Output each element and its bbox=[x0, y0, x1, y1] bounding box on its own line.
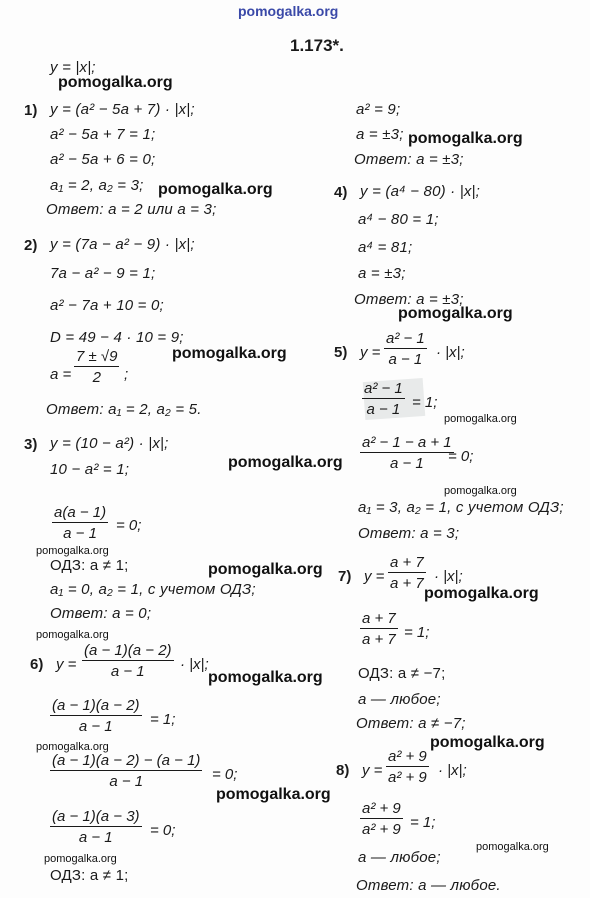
watermark: pomogalka.org bbox=[476, 841, 549, 853]
p4-answer: Ответ: a = ±3; bbox=[354, 291, 464, 308]
watermark: pomogalka.org bbox=[430, 734, 545, 751]
watermark: pomogalka.org bbox=[444, 485, 517, 497]
p5-fraction-2 bbox=[360, 434, 454, 473]
problem-title: 1.173*. bbox=[290, 36, 344, 55]
p5-f1-equals: = 1; bbox=[412, 394, 438, 411]
top-right-answer: Ответ: a = ±3; bbox=[354, 151, 464, 168]
watermark: pomogalka.org bbox=[398, 305, 513, 322]
watermark: pomogalka.org bbox=[58, 74, 173, 91]
watermark: pomogalka.org bbox=[208, 669, 323, 686]
p2-fraction bbox=[74, 348, 119, 387]
watermark: pomogalka.org bbox=[228, 454, 343, 471]
p3-fraction-numerator: a(a − 1) bbox=[52, 504, 108, 523]
p7-f1-equals: = 1; bbox=[404, 624, 430, 641]
p2-line-3: a² − 7a + 10 = 0; bbox=[50, 297, 164, 314]
p3-line-2: 10 − a² = 1; bbox=[50, 461, 130, 478]
p7-f1-denominator: a + 7 bbox=[362, 631, 396, 649]
p2-semicolon: ; bbox=[124, 366, 129, 383]
p6-times-abs: · |x|; bbox=[180, 656, 209, 673]
p8-f1-equals: = 1; bbox=[410, 814, 436, 831]
p5-f1-numerator: a² − 1 bbox=[362, 380, 405, 399]
p5-y-equals: y = bbox=[360, 344, 381, 361]
watermark: pomogalka.org bbox=[172, 345, 287, 362]
p2-a-equals: a = bbox=[50, 366, 72, 383]
watermark: pomogalka.org bbox=[36, 545, 109, 557]
watermark: pomogalka.org bbox=[44, 853, 117, 865]
part-2-label: 2) bbox=[24, 237, 38, 254]
p7-y-equals: y = bbox=[364, 568, 385, 585]
p5-fraction-main bbox=[384, 330, 427, 369]
p8-times-abs: · |x|; bbox=[438, 762, 467, 779]
p8-any: a — любое; bbox=[358, 849, 441, 866]
p3-line-1: y = (10 − a²) · |x|; bbox=[50, 435, 169, 452]
p2-line-2: 7a − a² − 9 = 1; bbox=[50, 265, 156, 282]
p6-f2-equals: = 0; bbox=[212, 766, 238, 783]
p6-f3-equals: = 0; bbox=[150, 822, 176, 839]
p7-any: a — любое; bbox=[358, 691, 441, 708]
p1-line-2: a² − 5a + 7 = 1; bbox=[50, 126, 156, 143]
p7-times-abs: · |x|; bbox=[434, 568, 463, 585]
p8-f1-denominator: a² + 9 bbox=[362, 821, 401, 839]
p7-fraction-1 bbox=[360, 610, 398, 649]
p4-line-3: a⁴ = 81; bbox=[358, 239, 413, 256]
p1-answer: Ответ: a = 2 или a = 3; bbox=[46, 201, 217, 218]
p3-fraction-denominator: a − 1 bbox=[63, 525, 97, 543]
p8-f1-numerator: a² + 9 bbox=[360, 800, 403, 819]
p5-f2-equals: = 0; bbox=[448, 448, 474, 465]
p6-y-equals: y = bbox=[56, 656, 77, 673]
p6-f1-denominator: a − 1 bbox=[78, 718, 113, 736]
site-watermark-top[interactable]: pomogalka.org bbox=[238, 3, 339, 19]
p2-line-1: y = (7a − a² − 9) · |x|; bbox=[50, 236, 195, 253]
p8-main-denominator: a² + 9 bbox=[388, 769, 427, 787]
p6-f3-denominator: a − 1 bbox=[78, 829, 113, 847]
p2-fraction-numerator: 7 ± √9 bbox=[74, 348, 119, 367]
p5-f1-denominator: a − 1 bbox=[366, 401, 401, 419]
p2-line-4: D = 49 − 4 · 10 = 9; bbox=[50, 329, 184, 346]
p8-fraction-1 bbox=[360, 800, 403, 839]
part-1-label: 1) bbox=[24, 102, 38, 119]
p4-line-1: y = (a⁴ − 80) · |x|; bbox=[360, 183, 480, 200]
part-7-label: 7) bbox=[338, 568, 352, 585]
watermark: pomogalka.org bbox=[408, 130, 523, 147]
p1-line-4: a₁ = 2, a₂ = 3; bbox=[50, 177, 144, 194]
watermark: pomogalka.org bbox=[208, 561, 323, 578]
p1-line-3: a² − 5a + 6 = 0; bbox=[50, 151, 156, 168]
p8-main-numerator: a² + 9 bbox=[386, 748, 429, 767]
p8-fraction-main bbox=[386, 748, 429, 787]
watermark: pomogalka.org bbox=[158, 181, 273, 198]
p7-answer: Ответ: a ≠ −7; bbox=[356, 715, 466, 732]
p6-f1-equals: = 1; bbox=[150, 711, 176, 728]
watermark: pomogalka.org bbox=[216, 786, 331, 803]
top-right-line-1: a² = 9; bbox=[356, 101, 401, 118]
p5-answer: Ответ: a = 3; bbox=[358, 525, 460, 542]
p4-line-4: a = ±3; bbox=[358, 265, 406, 282]
part-4-label: 4) bbox=[334, 184, 348, 201]
p6-fraction-2 bbox=[50, 752, 202, 791]
p5-f2-denominator: a − 1 bbox=[389, 455, 424, 473]
p6-f3-numerator: (a − 1)(a − 3) bbox=[50, 808, 142, 827]
p3-equals-zero: = 0; bbox=[116, 517, 142, 534]
p5-times-abs: · |x|; bbox=[436, 344, 465, 361]
p6-main-numerator: (a − 1)(a − 2) bbox=[82, 642, 174, 661]
p6-fraction-3 bbox=[50, 808, 142, 847]
p4-line-2: a⁴ − 80 = 1; bbox=[358, 211, 439, 228]
p3-fraction bbox=[52, 504, 108, 543]
p6-fraction-main bbox=[82, 642, 174, 681]
p2-fraction-denominator: 2 bbox=[92, 369, 101, 387]
watermark: pomogalka.org bbox=[424, 585, 539, 602]
p6-f2-numerator: (a − 1)(a − 2) − (a − 1) bbox=[50, 752, 202, 771]
p5-roots: a₁ = 3, a₂ = 1, с учетом ОДЗ; bbox=[358, 499, 564, 516]
p5-fraction-1 bbox=[362, 380, 405, 419]
p7-main-denominator: a + 7 bbox=[390, 575, 424, 593]
watermark: pomogalka.org bbox=[444, 413, 517, 425]
p6-f1-numerator: (a − 1)(a − 2) bbox=[50, 697, 142, 716]
p5-main-numerator: a² − 1 bbox=[384, 330, 427, 349]
p6-fraction-1 bbox=[50, 697, 142, 736]
p6-odz: ОДЗ: a ≠ 1; bbox=[50, 867, 129, 884]
p1-line-1: y = (a² − 5a + 7) · |x|; bbox=[50, 101, 195, 118]
watermark: pomogalka.org bbox=[36, 629, 109, 641]
p7-fraction-main bbox=[388, 554, 426, 593]
p8-y-equals: y = bbox=[362, 762, 383, 779]
p5-f2-numerator: a² − 1 − a + 1 bbox=[360, 434, 454, 453]
p6-main-denominator: a − 1 bbox=[110, 663, 145, 681]
p2-answer: Ответ: a₁ = 2, a₂ = 5. bbox=[46, 401, 202, 418]
p5-main-denominator: a − 1 bbox=[388, 351, 423, 369]
p8-answer: Ответ: a — любое. bbox=[356, 877, 501, 894]
p7-main-numerator: a + 7 bbox=[388, 554, 426, 573]
intro-formula: y = |x|; bbox=[50, 59, 96, 76]
p7-odz: ОДЗ: a ≠ −7; bbox=[358, 665, 446, 682]
p3-odz: ОДЗ: a ≠ 1; bbox=[50, 557, 129, 574]
p7-f1-numerator: a + 7 bbox=[360, 610, 398, 629]
p3-roots: a₁ = 0, a₂ = 1, с учетом ОДЗ; bbox=[50, 581, 256, 598]
part-8-label: 8) bbox=[336, 762, 350, 779]
part-3-label: 3) bbox=[24, 436, 38, 453]
part-5-label: 5) bbox=[334, 344, 348, 361]
p3-answer: Ответ: a = 0; bbox=[50, 605, 152, 622]
part-6-label: 6) bbox=[30, 656, 44, 673]
watermark: pomogalka.org bbox=[36, 741, 109, 753]
top-right-line-2: a = ±3; bbox=[356, 126, 404, 143]
p6-f2-denominator: a − 1 bbox=[109, 773, 144, 791]
